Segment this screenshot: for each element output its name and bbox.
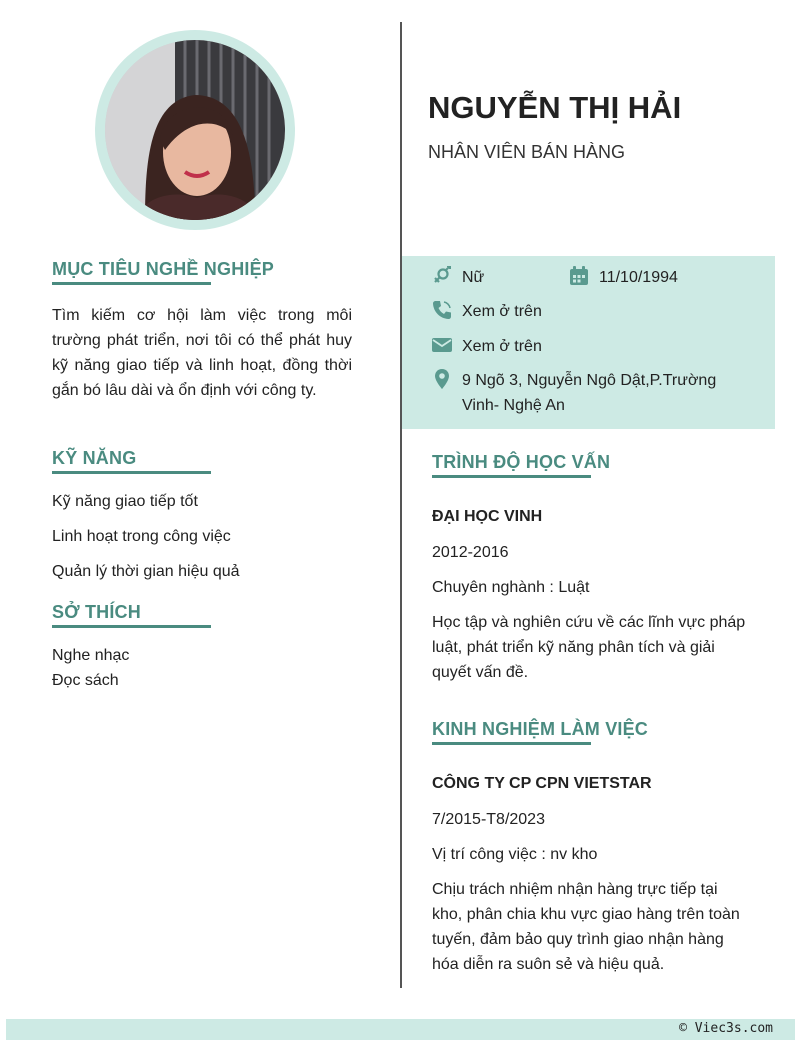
hobbies-title: SỞ THÍCH xyxy=(52,602,352,628)
contact-panel xyxy=(402,256,775,429)
column-divider xyxy=(400,22,402,988)
career-objective-text: Tìm kiếm cơ hội làm việc trong môi trường phát triển, nơi tôi có thể phát huy kỹ năng giao tiếp và linh hoạt, đồng thời gắn bó lâu dài và ổn định với công ty. xyxy=(52,307,352,399)
address-line: 9 Ngõ 3, Nguyễn Ngô Dật,P.Trường xyxy=(462,372,717,389)
birthdate-value: 11/10/1994 xyxy=(599,269,678,286)
skills-title: KỸ NĂNG xyxy=(52,448,352,474)
gender-value: Nữ xyxy=(462,269,485,286)
address-line: Vinh- Nghệ An xyxy=(462,397,565,414)
candidate-role: NHÂN VIÊN BÁN HÀNG xyxy=(428,142,626,162)
calendar-icon xyxy=(569,266,589,286)
career-objective-section xyxy=(52,259,352,403)
address-value xyxy=(462,368,762,418)
education-school: ĐẠI HỌC VINH xyxy=(432,508,543,525)
hobbies-section xyxy=(52,602,352,693)
phone-value: Xem ở trên xyxy=(462,303,542,320)
education-title: TRÌNH ĐỘ HỌC VẤN xyxy=(432,452,752,478)
education-major: Chuyên nghành : Luật xyxy=(432,579,590,596)
skill-item: Linh hoạt trong công việc xyxy=(52,528,231,545)
career-objective-title: MỤC TIÊU NGHỀ NGHIỆP xyxy=(52,259,352,285)
experience-section xyxy=(432,719,752,977)
skill-item: Quản lý thời gian hiệu quả xyxy=(52,563,240,580)
education-section xyxy=(432,452,752,685)
email-icon xyxy=(432,335,452,355)
hobby-item: Đọc sách xyxy=(52,672,119,689)
skills-section xyxy=(52,448,352,584)
experience-company: CÔNG TY CP CPN VIETSTAR xyxy=(432,775,652,792)
education-period: 2012-2016 xyxy=(432,544,509,561)
experience-period: 7/2015-T8/2023 xyxy=(432,811,545,828)
experience-description: Chịu trách nhiệm nhận hàng trực tiếp tại kho, phân chia khu vực giao hàng trên toàn tuyến, đảm bảo quy trình giao nhận hàng hóa diễn ra suôn sẻ và hiệu quả. xyxy=(432,881,740,973)
location-icon xyxy=(432,369,452,389)
education-description: Học tập và nghiên cứu về các lĩnh vực pháp luật, phát triển kỹ năng phân tích và giải quyết vấn đề. xyxy=(432,614,746,681)
hobby-item: Nghe nhạc xyxy=(52,647,130,664)
avatar-ring xyxy=(95,30,295,230)
avatar xyxy=(105,40,285,220)
phone-icon xyxy=(432,300,452,320)
footer xyxy=(6,1019,795,1040)
experience-position: Vị trí công việc : nv kho xyxy=(432,846,598,863)
email-value: Xem ở trên xyxy=(462,338,542,355)
skill-item: Kỹ năng giao tiếp tốt xyxy=(52,493,198,510)
candidate-name: NGUYỄN THỊ HẢI xyxy=(428,90,682,125)
footer-credit: © Viec3s.com xyxy=(679,1021,773,1036)
gender-icon xyxy=(432,266,452,286)
experience-title: KINH NGHIỆM LÀM VIỆC xyxy=(432,719,752,745)
